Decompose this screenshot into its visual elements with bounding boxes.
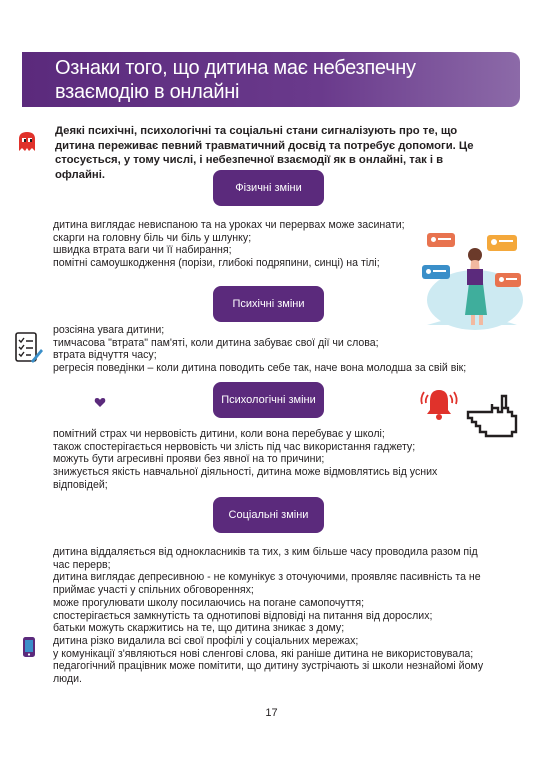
list-physical xyxy=(53,219,413,270)
woman-phone-illustration xyxy=(417,225,527,330)
list-item: педагогічний працівник може помітити, що дитину зустрічають зі школи незнайомі йому люди. xyxy=(53,660,484,686)
list-item: дитина різко видалила всі свої профілі у соціальних мережах; xyxy=(53,634,359,647)
page-number: 17 xyxy=(265,707,278,719)
section-pill-social: Соціальні зміни xyxy=(213,497,324,533)
list-item: швидка втрата ваги чи її набирання; xyxy=(53,244,232,257)
section-pill-mental: Психічні зміни xyxy=(213,286,324,322)
heart-icon xyxy=(94,397,106,408)
list-item: розсіяна увага дитини; xyxy=(53,324,165,336)
list-item: тимчасова "втрата" пам'яті, коли дитина забуває свої дії чи слова; xyxy=(53,336,379,349)
list-item: помітний страх чи нервовість дитини, коли вона перебуває у школі; xyxy=(53,428,385,440)
list-psychological xyxy=(53,428,493,492)
section-pill-psychological: Психологічні зміни xyxy=(213,382,324,418)
list-item: також спостерігається нервовість чи злість під час використання гаджету; xyxy=(53,440,416,453)
list-item: дитина виглядає депресивною - не комунікує з оточуючими, проявляє пасивність та не приймає участі у спільних обговореннях; xyxy=(53,571,481,597)
list-item: спостерігається замкнутість та однотипові відповіді на питання від дорослих; xyxy=(53,609,433,622)
list-item: у комунікації з'являються нові сленгові слова, які раніше дитина не використовувала; xyxy=(53,647,474,660)
page-title: Ознаки того, що дитина має небезпечну взаємодію в онлайні xyxy=(55,57,416,103)
list-mental xyxy=(53,324,523,375)
checklist-icon xyxy=(13,331,43,365)
list-item: можуть бути агресивні прояви без явної на то причини; xyxy=(53,453,325,466)
list-item: регресія поведінки – коли дитина поводить себе так, наче вона молодша за свій вік; xyxy=(53,362,467,375)
smartphone-icon xyxy=(22,636,36,658)
list-item: знижується якість навчальної діяльності, дитина може відмовлятись від усних відповідей; xyxy=(53,466,438,491)
list-social xyxy=(53,546,493,686)
list-item: дитина віддаляється від однокласників та тих, з ким більше часу проводила разом під час перерв; xyxy=(53,546,478,571)
pointing-hand-icon xyxy=(462,392,524,440)
list-item: помітні самоушкодження (порізи, глибокі подряпини, синці) на тілі; xyxy=(53,257,380,270)
bell-icon xyxy=(418,386,460,424)
list-item: дитина виглядає невиспаною та на уроках чи перервах може засинати; xyxy=(53,219,405,231)
intro-paragraph: Деякі психічні, психологічні та соціальні стани сигналізують про те, що дитина переживає певний травматичний досвід та потребує допомоги. Це стосується, у тому числі, і небезпечної взаємодії як в онлайні, так і в офлайні. xyxy=(55,125,474,181)
list-item: може прогулювати школу посилаючись на погане самопочуття; xyxy=(53,596,365,609)
list-item: батьки можуть скаржитись на те, що дитина зникає з дому; xyxy=(53,622,345,635)
list-item: втрата відчуття часу; xyxy=(53,349,157,362)
section-pill-physical: Фізичні зміни xyxy=(213,170,324,206)
ghost-icon xyxy=(16,131,38,151)
list-item: скарги на головну біль чи біль у шлунку; xyxy=(53,231,252,244)
